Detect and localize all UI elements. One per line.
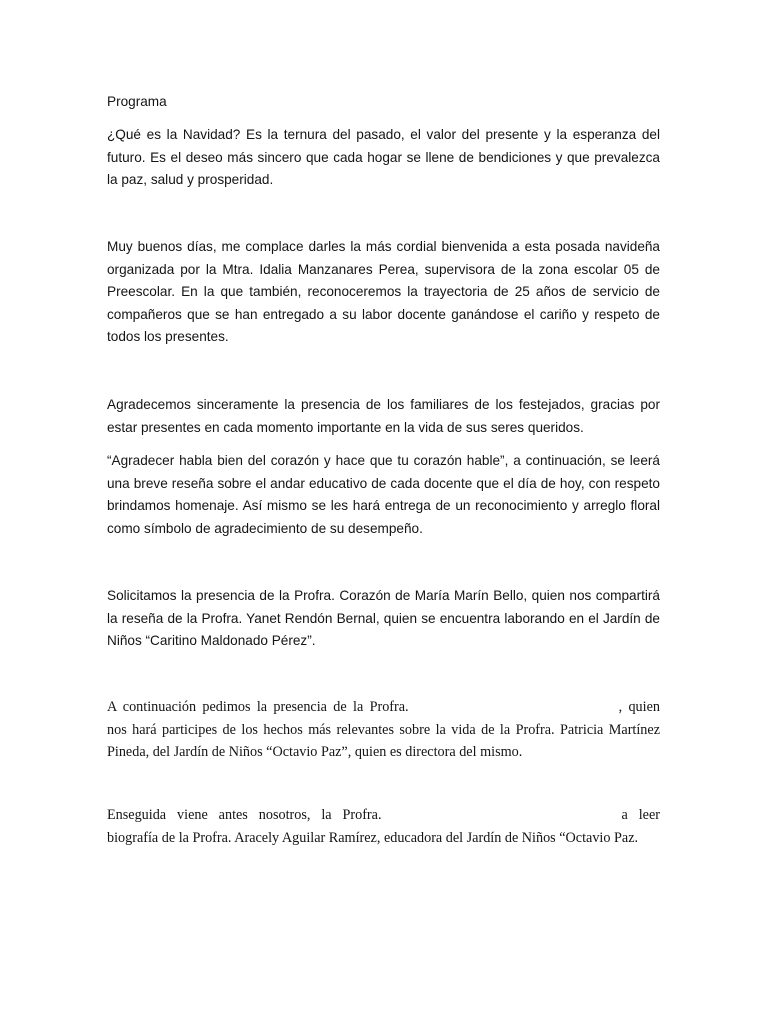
paragraph-third-presentation-end: a leer biografía de la Profra. Aracely Aguilar Ramírez, educadora del Jardín de Niños “Octavio Paz. [107,807,660,846]
paragraph-first-presentation: Solicitamos la presencia de la Profra. Corazón de María Marín Bello, quien nos compartirá la reseña de la Profra. Yanet Rendón Bernal, quien se encuentra laborando en el Jardín de Niños “Caritino Maldonado Pérez”. [107,588,660,648]
paragraph-second-presentation-start: A continuación pedimos la presencia de la Profra. [107,699,409,715]
paragraph-second-presentation-end: , quien nos hará participes de los hechos más relevantes sobre la vida de la Profra. Patricia Martínez Pineda, del Jardín de Niños “Octavio Paz”, quien es directora del mismo. [107,699,660,760]
paragraph-third-presentation [107,804,660,849]
paragraph-navidad: ¿Qué es la Navidad? Es la ternura del pasado, el valor del presente y la esperanza del futuro. Es el deseo más sincero que cada hogar se llene de bendiciones y que prevalezca la paz, salud y prosperidad. [107,127,660,187]
paragraph-gratitude-quote: “Agradecer habla bien del corazón y hace que tu corazón hable”, a continuación, se leerá una breve reseña sobre el andar educativo de cada docente que el día de hoy, con respeto brindamos homenaje. Así mismo se les hará entrega de un reconocimiento y arreglo floral como símbolo de agradecimiento de su desempeño. [107,453,660,536]
paragraph-third-presentation-start: Enseguida viene antes nosotros, la Profra. [107,807,382,823]
paragraph-thanks-families: Agradecemos sinceramente la presencia de los familiares de los festejados, gracias por estar presentes en cada momento importante en la vida de sus seres queridos. [107,397,660,435]
program-heading: Programa [107,94,167,109]
paragraph-second-presentation [107,696,660,764]
paragraph-welcome: Muy buenos días, me complace darles la más cordial bienvenida a esta posada navideña organizada por la Mtra. Idalia Manzanares Perea, supervisora de la zona escolar 05 de Preescolar. En la que también, reconoceremos la trayectoria de 25 años de servicio de compañeros que se han entregado a su labor docente ganándose el cariño y respeto de todos los presentes. [107,239,660,344]
